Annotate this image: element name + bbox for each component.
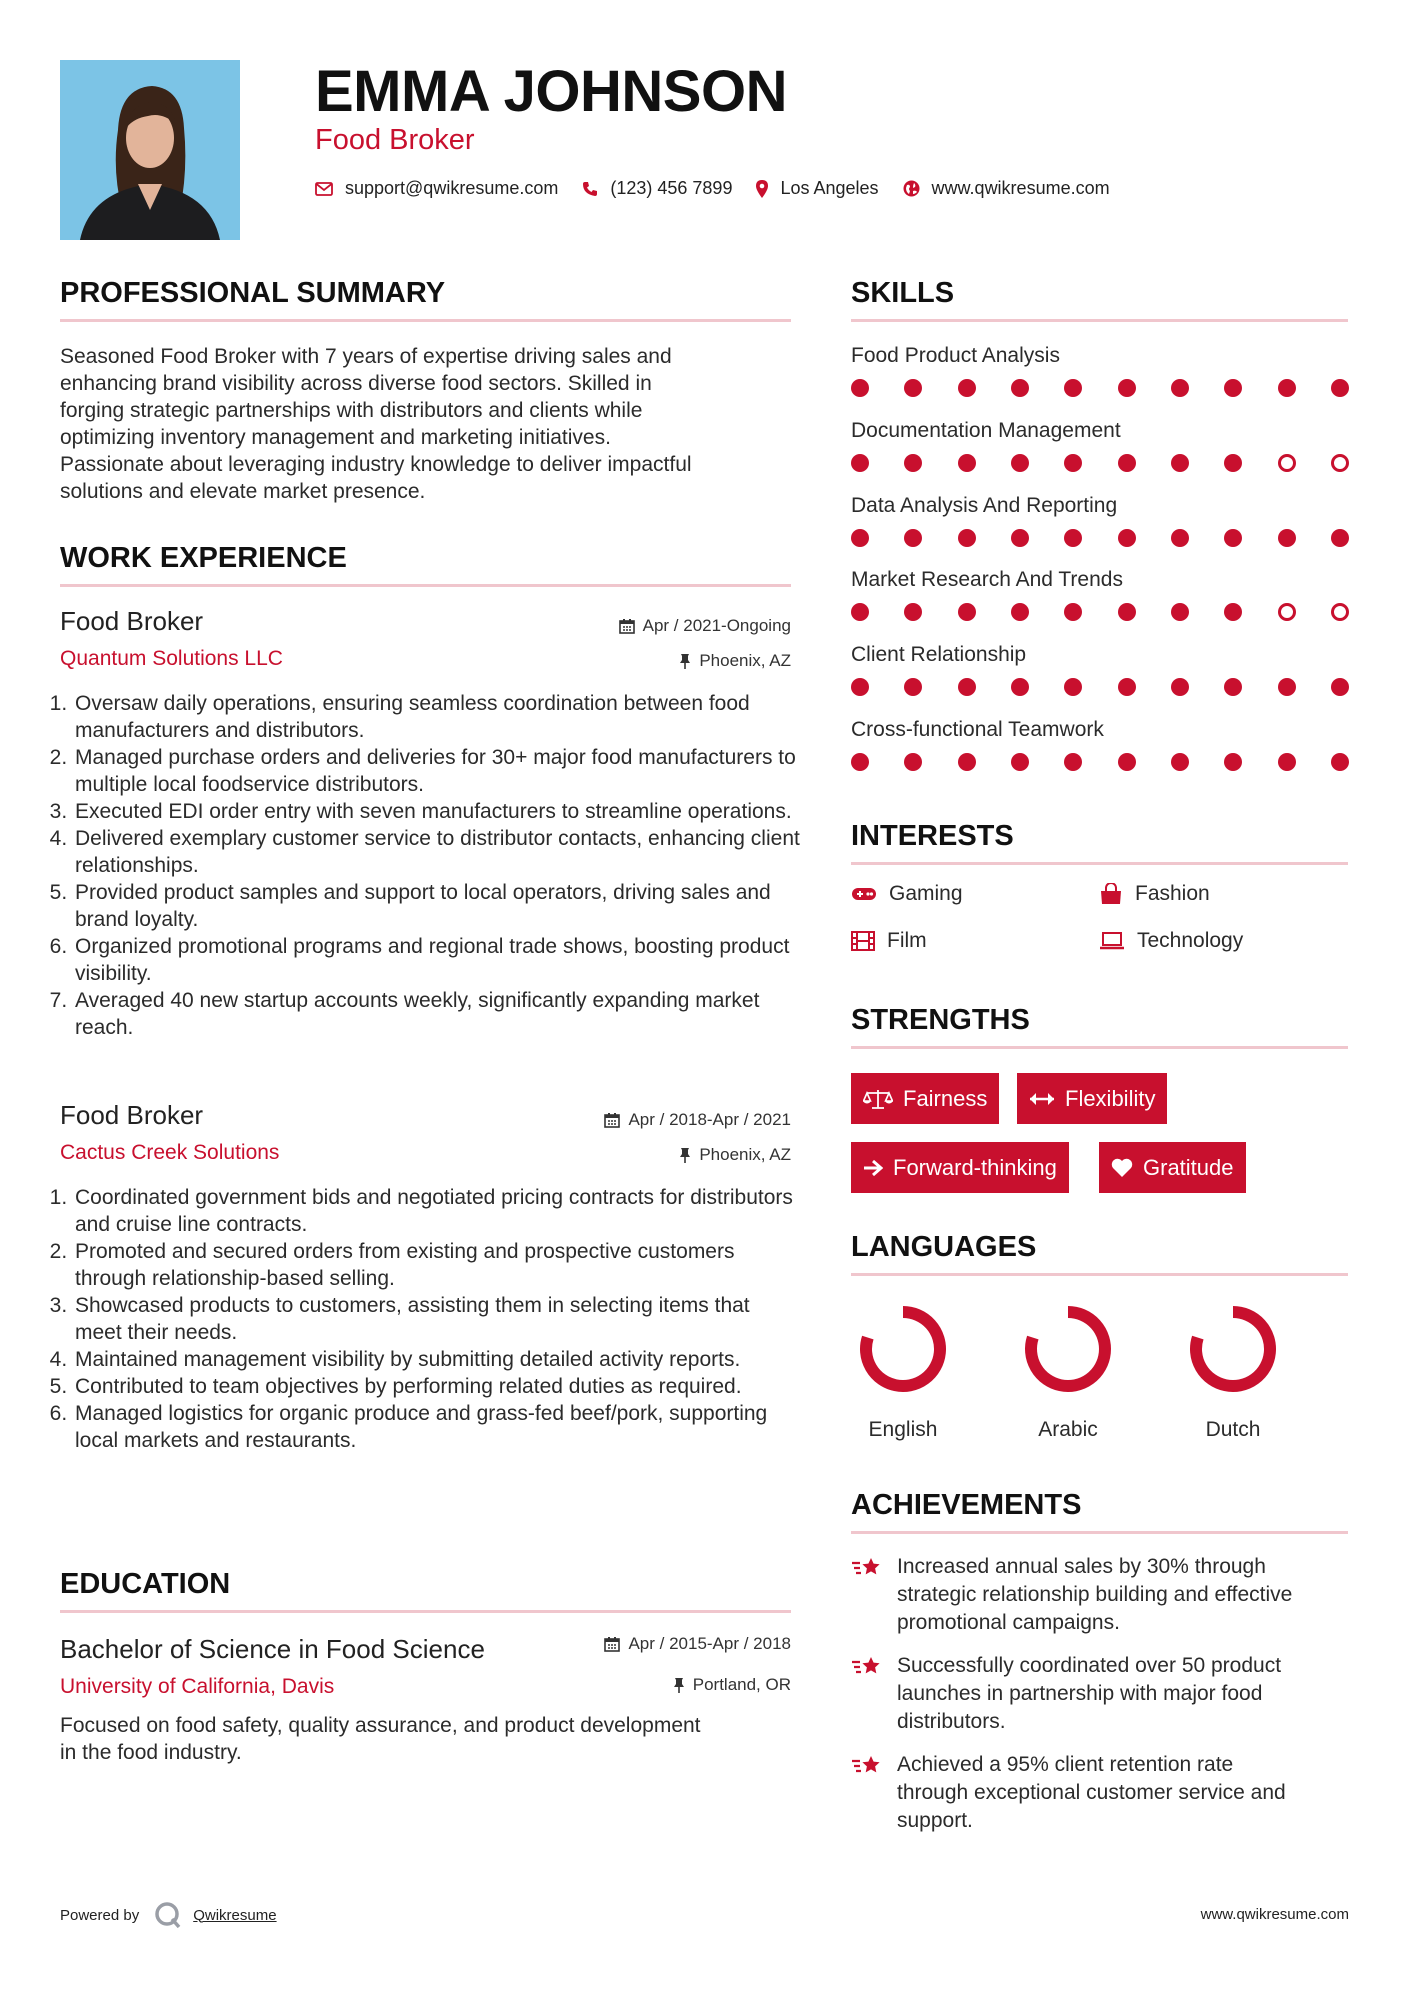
achievement-line: Successfully coordinated over 50 product (897, 1654, 1282, 1677)
list-item: 2. Managed purchase orders and deliveries for 30+ major food manufacturers to multiple local foodservice distributors. (73, 744, 800, 798)
education-heading: EDUCATION (60, 1568, 231, 1600)
skill-dot-filled (1064, 678, 1082, 696)
language-gauge (1018, 1299, 1118, 1399)
interest-label: Film (887, 929, 927, 952)
skill-dot-filled (1278, 379, 1296, 397)
job-title: Food Broker (60, 606, 204, 636)
job-location (491, 651, 791, 671)
list-item: 3. Executed EDI order entry with seven manufacturers to streamline operations. (73, 798, 800, 825)
job-bullets (55, 690, 800, 1041)
list-item: 5. Provided product samples and support to local operators, driving sales and brand loyalty. (73, 879, 800, 933)
list-item: 6. Managed logistics for organic produce and grass-fed beef/pork, supporting local markets and restaurants. (73, 1400, 800, 1454)
strengths-heading: STRENGTHS (851, 1004, 1030, 1036)
language-label: English (868, 1418, 938, 1441)
arrow-right-icon (863, 1159, 883, 1177)
skill-row (851, 418, 1351, 472)
education-description (60, 1712, 805, 1766)
language-gauge-arc (866, 1312, 940, 1386)
skill-row (851, 343, 1351, 397)
skill-dot-filled (1011, 379, 1029, 397)
skill-rating (851, 603, 1349, 621)
contact-email-text: support@qwikresume.com (345, 178, 559, 198)
candidate-role: Food Broker (315, 124, 475, 156)
contact-website[interactable] (903, 178, 1110, 199)
job-title: Food Broker (60, 1100, 204, 1130)
skill-row (851, 717, 1351, 771)
list-item: 5. Contributed to team objectives by performing related duties as required. (73, 1373, 800, 1400)
job-date (491, 616, 791, 636)
skill-dot-filled (1224, 603, 1242, 621)
candidate-name: EMMA JOHNSON (315, 59, 787, 124)
achievement-item (851, 1553, 1361, 1637)
skill-dot-filled (851, 678, 869, 696)
achievement-line: support. (897, 1809, 973, 1832)
language-gauge (1183, 1299, 1283, 1399)
contact-phone-text: (123) 456 7899 (610, 178, 733, 198)
interest-label: Gaming (889, 882, 963, 905)
work-heading: WORK EXPERIENCE (60, 542, 347, 574)
skill-dot-filled (1171, 454, 1189, 472)
education-location-text: Portland, OR (692, 1675, 791, 1694)
skill-rating (851, 678, 1349, 696)
achievement-text (897, 1751, 1286, 1835)
skill-dot-filled (1118, 454, 1136, 472)
skill-dot-filled (1011, 603, 1029, 621)
skill-row (851, 642, 1351, 696)
shooting-star-icon (851, 1654, 883, 1680)
skill-label: Client Relationship (851, 643, 1027, 666)
strength-label: Gratitude (1143, 1154, 1234, 1180)
skill-dot-filled (1224, 379, 1242, 397)
school-name: University of California, Davis (60, 1675, 335, 1698)
contact-bar (315, 178, 1134, 199)
skill-dot-filled (1118, 603, 1136, 621)
work-divider (60, 584, 791, 587)
interests-heading: INTERESTS (851, 820, 1014, 852)
strength-badge (851, 1142, 1069, 1193)
skill-rating (851, 379, 1349, 397)
skill-dot-filled (1331, 753, 1349, 771)
skill-dot-filled (1118, 379, 1136, 397)
phone-icon (582, 181, 598, 197)
skill-label: Market Research And Trends (851, 568, 1123, 591)
skill-dot-filled (958, 603, 976, 621)
globe-icon (903, 180, 920, 197)
skill-dot-filled (958, 379, 976, 397)
language-gauge-arc (1196, 1312, 1270, 1386)
job-location (491, 1145, 791, 1165)
skill-dot-filled (1171, 529, 1189, 547)
education-line: Focused on food safety, quality assurance, and product development (60, 1714, 701, 1737)
skill-dot-filled (851, 753, 869, 771)
list-item: 2. Promoted and secured orders from existing and prospective customers through relationship-based selling. (73, 1238, 800, 1292)
education-location (491, 1675, 791, 1695)
skill-dot-filled (1278, 753, 1296, 771)
skill-rating (851, 753, 1349, 771)
interest-item (1099, 929, 1243, 953)
summary-line: optimizing inventory management and marketing initiatives. (60, 426, 611, 449)
summary-line: forging strategic partnerships with distributors and clients while (60, 399, 643, 422)
skill-rating (851, 454, 1349, 472)
strength-badge (851, 1073, 999, 1124)
skill-dot-filled (1331, 678, 1349, 696)
language-item (848, 1299, 958, 1442)
skill-dot-filled (1171, 603, 1189, 621)
language-label: Arabic (1038, 1418, 1098, 1441)
pushpin-icon (673, 1677, 685, 1693)
list-item: 1. Oversaw daily operations, ensuring seamless coordination between food manufacturers and distributors. (73, 690, 800, 744)
skill-dot-filled (1278, 529, 1296, 547)
contact-email[interactable] (315, 178, 558, 199)
achievements-heading: ACHIEVEMENTS (851, 1489, 1082, 1521)
skill-dot-filled (1331, 379, 1349, 397)
skill-dot-filled (1171, 753, 1189, 771)
skill-dot-filled (851, 454, 869, 472)
skill-dot-filled (1064, 529, 1082, 547)
achievement-line: strategic relationship building and effective (897, 1583, 1293, 1606)
laptop-icon (1099, 932, 1125, 950)
qwikresume-link[interactable]: Qwikresume (193, 1906, 277, 1924)
shopping-bag-icon (1099, 883, 1123, 905)
skill-label: Documentation Management (851, 419, 1121, 442)
skill-dot-empty (1331, 454, 1349, 472)
skill-dot-empty (1278, 603, 1296, 621)
list-item: 4. Delivered exemplary customer service to distributor contacts, enhancing client relationships. (73, 825, 800, 879)
summary-line: Passionate about leveraging industry knowledge to deliver impactful (60, 453, 692, 476)
achievement-line: Achieved a 95% client retention rate (897, 1753, 1234, 1776)
pushpin-icon (679, 653, 691, 669)
list-item: 1. Coordinated government bids and negotiated pricing contracts for distributors and cruise line contracts. (73, 1184, 800, 1238)
map-pin-icon (756, 180, 768, 198)
profile-photo (60, 60, 240, 240)
arrows-horizontal-icon (1029, 1092, 1055, 1106)
skill-dot-filled (904, 529, 922, 547)
achievement-line: Increased annual sales by 30% through (897, 1555, 1266, 1578)
skill-dot-filled (1224, 678, 1242, 696)
heart-icon (1111, 1158, 1133, 1178)
list-item: 4. Maintained management visibility by submitting detailed activity reports. (73, 1346, 800, 1373)
skill-dot-filled (1011, 678, 1029, 696)
job-bullets (55, 1184, 800, 1454)
skill-dot-filled (958, 678, 976, 696)
skills-divider (851, 319, 1348, 322)
skill-dot-filled (1064, 753, 1082, 771)
skill-dot-filled (1278, 678, 1296, 696)
skill-dot-filled (904, 603, 922, 621)
skill-row (851, 493, 1351, 547)
achievement-line: launches in partnership with major food (897, 1682, 1263, 1705)
skill-label: Cross-functional Teamwork (851, 718, 1104, 741)
achievements-divider (851, 1531, 1348, 1534)
interest-item (851, 882, 963, 906)
person-portrait-icon (60, 60, 240, 240)
skill-dot-filled (1064, 379, 1082, 397)
strengths-divider (851, 1046, 1348, 1049)
skill-dot-filled (851, 603, 869, 621)
calendar-icon (604, 1112, 620, 1128)
skill-dot-empty (1331, 603, 1349, 621)
skill-dot-filled (1331, 529, 1349, 547)
skill-dot-filled (904, 379, 922, 397)
job-date-text: Apr / 2018-Apr / 2021 (628, 1110, 791, 1129)
contact-phone[interactable] (582, 178, 732, 199)
contact-website-text: www.qwikresume.com (931, 178, 1110, 198)
languages-divider (851, 1273, 1348, 1276)
gamepad-icon (851, 886, 877, 902)
languages-heading: LANGUAGES (851, 1231, 1037, 1263)
envelope-icon (315, 182, 333, 196)
company-name: Quantum Solutions LLC (60, 647, 283, 670)
skill-dot-filled (1011, 529, 1029, 547)
strength-badge (1099, 1142, 1246, 1193)
strength-label: Flexibility (1065, 1085, 1156, 1111)
skills-heading: SKILLS (851, 277, 955, 309)
skill-dot-filled (1011, 454, 1029, 472)
company-name: Cactus Creek Solutions (60, 1141, 280, 1164)
achievement-line: distributors. (897, 1710, 1006, 1733)
interests-divider (851, 862, 1348, 865)
skill-dot-filled (1118, 678, 1136, 696)
skill-dot-filled (1118, 753, 1136, 771)
degree-title: Bachelor of Science in Food Science (60, 1634, 485, 1664)
film-icon (851, 931, 875, 951)
job-date-text: Apr / 2021-Ongoing (642, 616, 791, 635)
job-location-text: Phoenix, AZ (699, 651, 791, 670)
contact-location (756, 178, 878, 199)
scale-icon (863, 1088, 893, 1110)
education-date-text: Apr / 2015-Apr / 2018 (628, 1634, 791, 1653)
skill-label: Data Analysis And Reporting (851, 494, 1118, 517)
list-item: 3. Showcased products to customers, assisting them in selecting items that meet their needs. (73, 1292, 800, 1346)
education-date (491, 1634, 791, 1654)
strength-label: Fairness (903, 1085, 988, 1111)
achievement-item (851, 1652, 1361, 1736)
skill-dot-filled (851, 379, 869, 397)
skill-dot-filled (1064, 603, 1082, 621)
interest-label: Fashion (1135, 882, 1210, 905)
interest-item (1099, 882, 1210, 906)
skill-label: Food Product Analysis (851, 344, 1060, 367)
skill-dot-filled (1064, 454, 1082, 472)
skill-rating (851, 529, 1349, 547)
calendar-icon (604, 1636, 620, 1652)
strength-badge (1017, 1073, 1167, 1124)
language-gauge-arc (1031, 1312, 1105, 1386)
skill-dot-filled (1118, 529, 1136, 547)
skill-dot-filled (958, 454, 976, 472)
footer-powered-by (60, 1900, 277, 1930)
summary-divider (60, 319, 791, 322)
achievement-text (897, 1652, 1281, 1736)
shooting-star-icon (851, 1753, 883, 1779)
pushpin-icon (679, 1147, 691, 1163)
calendar-icon (619, 618, 635, 634)
language-gauge (853, 1299, 953, 1399)
contact-location-text: Los Angeles (780, 178, 879, 198)
shooting-star-icon (851, 1555, 883, 1581)
job-date (491, 1110, 791, 1130)
achievement-line: promotional campaigns. (897, 1611, 1120, 1634)
summary-heading: PROFESSIONAL SUMMARY (60, 277, 446, 309)
achievement-text (897, 1553, 1292, 1637)
skill-dot-filled (958, 529, 976, 547)
language-item (1178, 1299, 1288, 1442)
interest-label: Technology (1137, 929, 1244, 952)
summary-text (60, 343, 800, 505)
skill-dot-filled (904, 678, 922, 696)
powered-by-text: Powered by (60, 1906, 140, 1924)
skill-dot-filled (1171, 379, 1189, 397)
skill-row (851, 567, 1351, 621)
achievement-item (851, 1751, 1361, 1835)
skill-dot-empty (1278, 454, 1296, 472)
skill-dot-filled (958, 753, 976, 771)
skill-dot-filled (904, 454, 922, 472)
skill-dot-filled (1224, 454, 1242, 472)
summary-line: enhancing brand visibility across diverse food sectors. Skilled in (60, 372, 652, 395)
summary-line: Seasoned Food Broker with 7 years of expertise driving sales and (60, 345, 672, 368)
education-line: in the food industry. (60, 1741, 242, 1764)
interest-item (851, 929, 927, 953)
qwikresume-logo-icon (153, 1900, 183, 1930)
list-item: 7. Averaged 40 new startup accounts weekly, significantly expanding market reach. (73, 987, 800, 1041)
skill-dot-filled (904, 753, 922, 771)
language-item (1013, 1299, 1123, 1442)
summary-line: solutions and elevate market presence. (60, 480, 426, 503)
skill-dot-filled (1224, 753, 1242, 771)
job-location-text: Phoenix, AZ (699, 1145, 791, 1164)
achievement-line: through exceptional customer service and (897, 1781, 1286, 1804)
skill-dot-filled (851, 529, 869, 547)
skill-dot-filled (1224, 529, 1242, 547)
education-divider (60, 1610, 791, 1613)
skill-dot-filled (1011, 753, 1029, 771)
footer-url[interactable]: www.qwikresume.com (1200, 1906, 1349, 1923)
language-label: Dutch (1205, 1418, 1261, 1441)
skill-dot-filled (1171, 678, 1189, 696)
list-item: 6. Organized promotional programs and regional trade shows, boosting product visibility. (73, 933, 800, 987)
strength-label: Forward-thinking (893, 1154, 1057, 1180)
